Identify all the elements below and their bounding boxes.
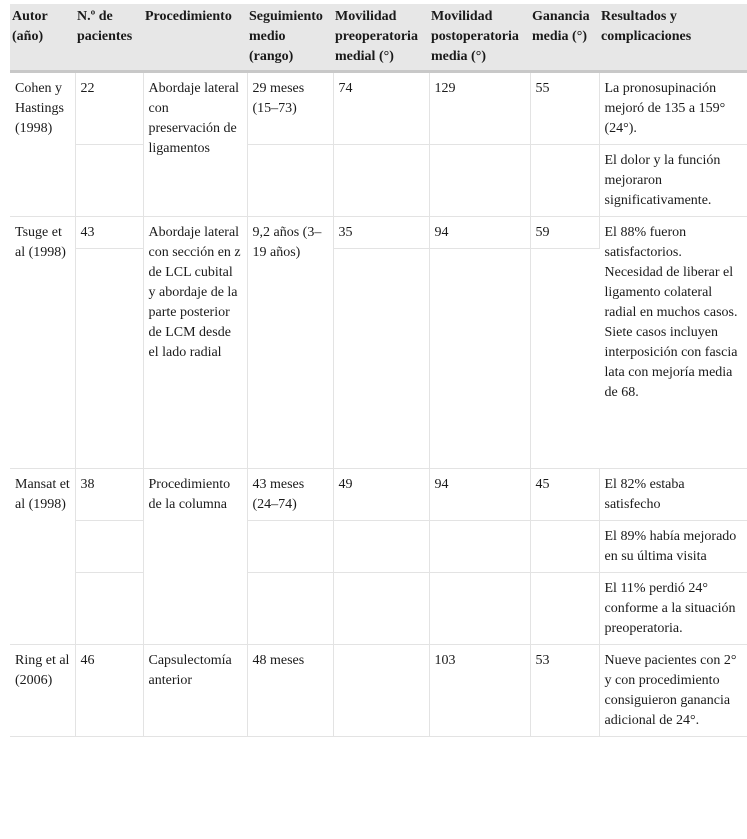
- empty-cell: [530, 145, 599, 217]
- cell-seguimiento: 29 meses (15–73): [247, 72, 333, 145]
- cell-seguimiento: 48 meses: [247, 645, 333, 737]
- cell-pacientes: 22: [75, 72, 143, 145]
- cell-procedimiento: Abordaje lateral con sección en z de LCL cubital y abordaje de la parte posterior de LCM desde el lado radial: [143, 217, 247, 469]
- header-pacientes: N.º de pacientes: [75, 4, 143, 72]
- cell-resultado: El 11% perdió 24° conforme a la situación preoperatoria.: [599, 573, 747, 645]
- cell-pacientes: 46: [75, 645, 143, 737]
- header-seguimiento: Seguimiento medio (rango): [247, 4, 333, 72]
- cell-ganancia: 53: [530, 645, 599, 737]
- table-header: [10, 4, 747, 72]
- empty-cell: [429, 145, 530, 217]
- empty-cell: [429, 249, 530, 469]
- cell-movilidad-pre: 35: [333, 217, 429, 249]
- cell-movilidad-post: 94: [429, 469, 530, 521]
- empty-cell: [530, 573, 599, 645]
- header-resultados: Resultados y complicaciones: [599, 4, 747, 72]
- header-movilidad-pre: Movilidad preoperatoria medial (°): [333, 4, 429, 72]
- cell-resultado: El 82% estaba satisfecho: [599, 469, 747, 521]
- cell-resultado: El dolor y la función mejoraron significativamente.: [599, 145, 747, 217]
- cell-seguimiento: 43 meses (24–74): [247, 469, 333, 521]
- cell-pacientes: 38: [75, 469, 143, 521]
- empty-cell: [247, 145, 333, 217]
- table-row: [10, 72, 747, 145]
- cell-autor: Ring et al (2006): [10, 645, 75, 737]
- empty-cell: [75, 249, 143, 469]
- empty-cell: [530, 249, 599, 469]
- empty-cell: [333, 521, 429, 573]
- cell-movilidad-post: 94: [429, 217, 530, 249]
- cell-procedimiento: Capsulectomía anterior: [143, 645, 247, 737]
- empty-cell: [429, 573, 530, 645]
- cell-pacientes: 43: [75, 217, 143, 249]
- table-subrow: [10, 573, 747, 645]
- cell-autor: Mansat et al (1998): [10, 469, 75, 645]
- table-subrow: [10, 145, 747, 217]
- header-autor: Autor (año): [10, 4, 75, 72]
- cell-procedimiento: Abordaje lateral con preservación de ligamentos: [143, 72, 247, 217]
- cell-movilidad-pre: [333, 645, 429, 737]
- cell-seguimiento: 9,2 años (3–19 años): [247, 217, 333, 469]
- cell-resultado: La pronosupinación mejoró de 135 a 159° (24°).: [599, 72, 747, 145]
- table-subrow: [10, 521, 747, 573]
- cell-autor: Cohen y Hastings (1998): [10, 72, 75, 217]
- empty-cell: [333, 573, 429, 645]
- cell-autor: Tsuge et al (1998): [10, 217, 75, 469]
- empty-cell: [75, 521, 143, 573]
- cell-ganancia: 59: [530, 217, 599, 249]
- table-row: [10, 217, 747, 249]
- header-movilidad-post: Movilidad postoperatoria media (°): [429, 4, 530, 72]
- empty-cell: [75, 573, 143, 645]
- empty-cell: [75, 145, 143, 217]
- cell-resultado: El 88% fueron satisfactorios. Necesidad de liberar el ligamento colateral radial en muchos casos. Siete casos incluyen interposición con fascia lata con mejoría media de 68.: [599, 217, 747, 469]
- cell-resultado: Nueve pacientes con 2° y con procedimiento consiguieron ganancia adicional de 24°.: [599, 645, 747, 737]
- cell-movilidad-post: 129: [429, 72, 530, 145]
- header-procedimiento: Procedimiento: [143, 4, 247, 72]
- cell-resultado: El 89% había mejorado en su última visita: [599, 521, 747, 573]
- empty-cell: [333, 249, 429, 469]
- table-row: [10, 645, 747, 737]
- cell-ganancia: 45: [530, 469, 599, 521]
- header-ganancia: Ganancia media (°): [530, 4, 599, 72]
- empty-cell: [530, 521, 599, 573]
- empty-cell: [247, 573, 333, 645]
- cell-movilidad-post: 103: [429, 645, 530, 737]
- empty-cell: [333, 145, 429, 217]
- results-table: [10, 4, 747, 737]
- empty-cell: [429, 521, 530, 573]
- cell-procedimiento: Procedimiento de la columna: [143, 469, 247, 645]
- cell-movilidad-pre: 49: [333, 469, 429, 521]
- cell-movilidad-pre: 74: [333, 72, 429, 145]
- empty-cell: [247, 521, 333, 573]
- table-row: [10, 469, 747, 521]
- cell-ganancia: 55: [530, 72, 599, 145]
